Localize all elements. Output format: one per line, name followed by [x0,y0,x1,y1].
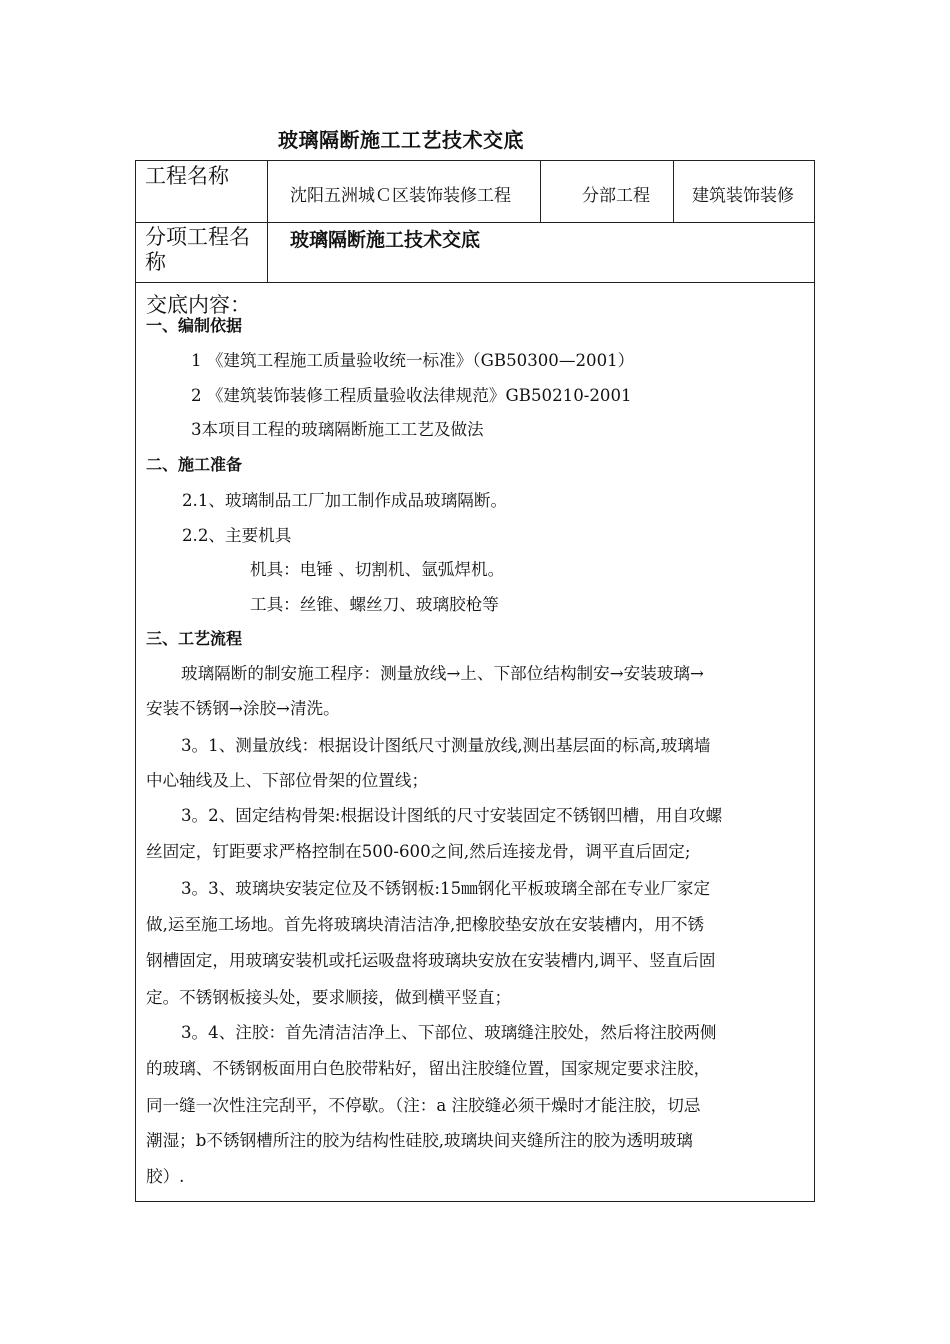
text-line: 3。3、玻璃块安装定位及不锈钢板:15㎜钢化平板玻璃全部在专业厂家定 [181,879,711,898]
text-line: 的玻璃、不锈钢板面用白色胶带粘好，留出注胶缝位置，国家规定要求注胶， [146,1059,711,1078]
row-divider [136,282,814,283]
section-heading: 三、工艺流程 [146,629,243,648]
text-line: 2 《建筑装饰装修工程质量验收法律规范》GB50210-2001 [191,386,632,405]
text-line: 潮湿；b不锈钢槽所注的胶为结构性硅胶,玻璃块间夹缝所注的胶为透明玻璃 [146,1131,693,1150]
text-line: 2.2、主要机具 [182,526,292,545]
disclosure-table [135,160,815,1202]
text-line: 中心轴线及上、下部位骨架的位置线； [146,771,429,790]
text-line: 胶）. [146,1167,185,1186]
text-line: 玻璃隔断的制安施工程序：测量放线→上、下部位结构制安→安装玻璃→ [181,664,704,683]
content-heading: 交底内容： [146,293,251,317]
text-line: 3。4、注胶：首先清洁洁净上、下部位、玻璃缝注胶处，然后将注胶两侧 [181,1023,717,1042]
text-line: 安装不锈钢→涂胶→清洗。 [146,699,340,718]
text-line: 同一缝一次性注完刮平，不停歇。（注：a 注胶缝必须干燥时才能注胶，切忌 [146,1096,701,1115]
column-divider [540,161,541,222]
text-line: 定。不锈钢板接头处，要求顺接，做到横平竖直； [146,988,512,1007]
column-divider [673,161,674,222]
column-divider [267,161,268,222]
subitem-label-line1: 分项工程名 [145,225,250,249]
section-heading: 一、编制依据 [146,316,243,335]
subitem-label [145,225,250,275]
text-line: 钢槽固定，用玻璃安装机或托运吸盘将玻璃块安放在安装槽内,调平、竖直后固 [146,951,716,970]
text-line: 丝固定，钉距要求严格控制在500-600之间,然后连接龙骨，调平直后固定; [146,842,691,861]
text-line: 工具：丝锥、螺丝刀、玻璃胶枪等 [250,595,499,614]
column-divider [267,222,268,282]
subitem-value: 玻璃隔断施工技术交底 [290,229,481,251]
document-title: 玻璃隔断施工工艺技术交底 [278,128,524,152]
text-line: 3。1、测量放线：根据设计图纸尺寸测量放线,测出基层面的标高,玻璃墙 [181,736,711,755]
text-line: 机具：电锤 、切割机、氩弧焊机。 [250,560,505,579]
section-heading: 二、施工准备 [146,455,243,474]
project-name-label: 工程名称 [145,164,229,188]
division-value: 建筑装饰装修 [692,186,794,206]
row-divider [136,222,814,223]
subitem-label-line2: 称 [145,250,166,274]
text-line: 2.1、玻璃制品工厂加工制作成品玻璃隔断。 [182,491,508,510]
project-name-value: 沈阳五洲城Ｃ区装饰装修工程 [290,186,511,206]
text-line: 3本项目工程的玻璃隔断施工工艺及做法 [191,420,484,439]
text-line: 1 《建筑工程施工质量验收统一标准》（GB50300—2001） [191,351,635,370]
division-label: 分部工程 [582,186,650,206]
text-line: 3。2、固定结构骨架:根据设计图纸的尺寸安装固定不锈钢凹槽，用自攻螺 [181,806,723,825]
text-line: 做,运至施工场地。首先将玻璃块清洁洁净,把橡胶垫安放在安装槽内，用不锈 [146,915,705,934]
